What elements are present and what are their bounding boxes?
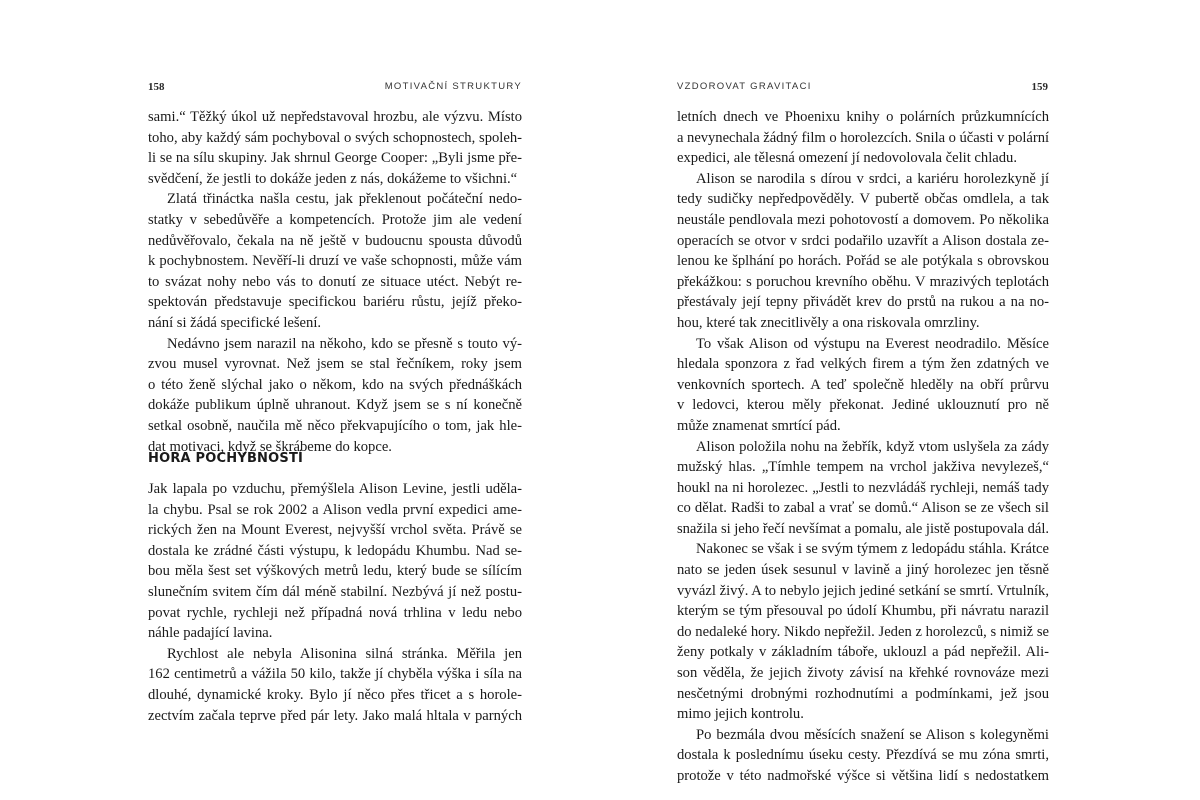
text-line: Alison položila nohu na žebřík, když vtom uslyšela za zády	[696, 438, 1049, 455]
text-line: To však Alison od výstupu na Everest neodradilo. Měsíce	[696, 335, 1049, 352]
text-line: Po bezmála dvou měsících snažení se Alison s kolegyněmi	[696, 726, 1049, 743]
text-line: li se na sílu skupiny. Jak shrnul George Cooper: „Byli jsme pře-	[148, 150, 522, 167]
text-line: nesčetnými drobnými rozhodnutími a podmínkami, jež jsou	[677, 685, 1049, 702]
text-line: rických žen na Mount Everest, nejvyšší vrchol světa. Právě se	[148, 522, 522, 539]
text-line: Rychlost ale nebyla Alisonina silná stránka. Měřila jen	[167, 645, 522, 662]
text-line: k pochybnostem. Nevěří-li druzí ve vaše schopnosti, může vám	[148, 253, 522, 270]
text-line: neustále pendlovala mezi pohotovostí a domovem. Po několika	[677, 211, 1049, 228]
text-line: dat motivaci, když se škrábeme do kopce.	[148, 438, 392, 455]
text-line: sami.“ Těžký úkol už nepředstavoval hrozbu, ale výzvu. Místo	[148, 109, 522, 125]
text-line: lenou ke šplhání po horách. Pořád se ale potýkala s obrovskou	[677, 253, 1049, 270]
text-line: v ledovci, kterou měly překonat. Jediné uklouznutí pro ně	[677, 397, 1049, 414]
text-line: zectvím začala teprve před pár lety. Jako malá hltala v parných	[148, 707, 522, 724]
text-line: Zlatá třináctka našla cestu, jak překlenout počáteční nedo-	[167, 191, 522, 208]
text-line: houkl na ni horolezec. „Jestli to nezvládáš rychleji, nemáš tady	[677, 479, 1049, 496]
running-head: VZDOROVAT GRAVITACI	[677, 81, 812, 92]
text-line: la chybu. Psal se rok 2002 a Alison vedla první expedici ame-	[148, 501, 522, 518]
text-line: kterým se tým přesouval po údolí Khumbu, při návratu narazil	[677, 603, 1049, 620]
text-line: dokáže publikum úplně uhranout. Když jsem se s ní konečně	[148, 397, 522, 414]
body-text-block	[677, 107, 1049, 787]
text-line: o této ženě slýchal jako o někom, kdo na svých přednáškách	[148, 376, 522, 393]
text-line: son věděla, že jejich životy závisí na křehké rovnováze mezi	[677, 665, 1049, 682]
text-line: svědčení, že jestli to dokáže jeden z nás, dokážeme to všichni.“	[148, 170, 518, 187]
text-line: dostala k poslednímu úseku cesty. Přezdívá se mu zóna smrti,	[677, 747, 1049, 764]
running-head: MOTIVAČNÍ STRUKTURY	[384, 81, 522, 92]
text-line: venkovních sportech. A teď společně hleděly na obří průrvu	[677, 376, 1049, 393]
text-line: náhle padající lavina.	[148, 625, 273, 642]
text-line: mimo jejich kontrolu.	[677, 706, 804, 723]
section-heading: HORA POCHYBNOSTÍ	[148, 451, 304, 466]
text-line: Nakonec se však i se svým týmem z ledopádu stáhla. Krátce	[696, 541, 1049, 558]
text-line: mužský hlas. „Tímhle tempem na vrchol jakživa nevylezeš,“	[677, 459, 1049, 476]
text-line: letních dnech ve Phoenixu knihy o polárních průzkumnících	[677, 109, 1049, 125]
text-line: setkal osobně, naučila mě něco překvapujícího o tom, jak hle-	[148, 417, 522, 434]
text-line: Alison se narodila s dírou v srdci, a kariéru horolezkyně jí	[696, 170, 1049, 187]
text-line: ženy potkaly v základním táboře, uklouzl a pád nepřežil. Ali-	[677, 644, 1049, 661]
text-line: do nedaleké hory. Nikdo nepřežil. Jeden z horolezců, s nimiž se	[677, 623, 1049, 640]
text-line: slunečním svitem čím dál méně stabilní. Nezbývá jí než postu-	[148, 583, 522, 600]
text-line: nedůvěřovalo, čekala na ně ještě v budoucnu spousta důvodů	[148, 232, 522, 249]
text-line: nání si žádá specifické lešení.	[148, 314, 322, 331]
text-line: vyvázl živý. A to nebylo jejich jediné setkání se smrtí. Vrtulník,	[677, 582, 1049, 599]
text-line: toho, aby každý sám pochyboval o svých schopnostech, spoleh-	[148, 129, 522, 146]
text-line: Jak lapala po vzduchu, přemýšlela Alison Levine, jestli uděla-	[148, 481, 522, 497]
text-line: tedy sudičky nepředpověděly. V pubertě občas omdlela, a tak	[677, 191, 1049, 208]
text-line: protože v této nadmořské výšce si většina lidí s nedostatkem	[677, 768, 1049, 784]
text-line: Nedávno jsem narazil na někoho, kdo se přesně s touto vý-	[167, 335, 522, 352]
text-line: povat rychle, rychleji než případná nová trhlina v ledu nebo	[148, 604, 522, 621]
text-line: snažila si jeho řečí nevšímat a pomalu, ale jistě postupovala dál.	[677, 520, 1050, 537]
text-line: zvou musel vyrovnat. Než jsem se stal řečníkem, roky jsem	[148, 356, 522, 373]
text-line: dostala ke zrádné části výstupu, k ledopádu Khumbu. Nad se-	[148, 542, 522, 559]
body-text-block	[148, 479, 522, 726]
text-line: co dělat. Radši to zabal a vrať se domů.“ Alison se ze všech sil	[677, 500, 1049, 517]
text-line: statky v sebedůvěře a kompetencích. Protože jim ale vedení	[148, 211, 522, 228]
text-line: může znamenat smrtící pád.	[677, 417, 841, 434]
text-line: dlouhé, dynamické kroky. Bylo jí něco přes třicet a s horole-	[148, 686, 522, 703]
page-number: 158	[148, 81, 165, 93]
text-line: to svázat nohy nebo vás to donutí ze situace utéct. Nebýt re-	[148, 273, 522, 290]
body-text-block	[148, 107, 522, 457]
page-number: 159	[1031, 81, 1048, 93]
text-line: bou měla šest set výškových metrů ledu, který bude se sílícím	[148, 563, 522, 580]
right-page	[600, 0, 1200, 800]
text-line: nato se jeden úsek sesunul v lavině a jiný horolezec jen těsně	[677, 562, 1049, 579]
text-line: přestávaly její tepny přivádět krev do prstů na rukou a na no-	[677, 294, 1049, 311]
text-line: hledala sponzora z řad velkých firem a tým žen zdatných ve	[677, 356, 1049, 373]
text-line: spektován představuje specifickou bariéru růstu, jejíž překo-	[148, 294, 522, 311]
text-line: operacích se otvor v srdci podařilo uzavřít a Alison dostala ze-	[677, 232, 1049, 249]
text-line: a nevynechala žádný film o horolezcích. Snila o účasti v polární	[677, 129, 1049, 146]
text-line: hou, které tak znecitlivěly a ona riskovala omrzliny.	[677, 314, 980, 331]
text-line: expedici, ale tělesná omezení jí nedovolovala čelit chladu.	[677, 150, 1017, 167]
text-line: 162 centimetrů a vážila 50 kilo, takže jí chyběla výška i síla na	[148, 666, 522, 683]
text-line: překážkou: s poruchou krevního oběhu. V mrazivých teplotách	[677, 273, 1049, 290]
